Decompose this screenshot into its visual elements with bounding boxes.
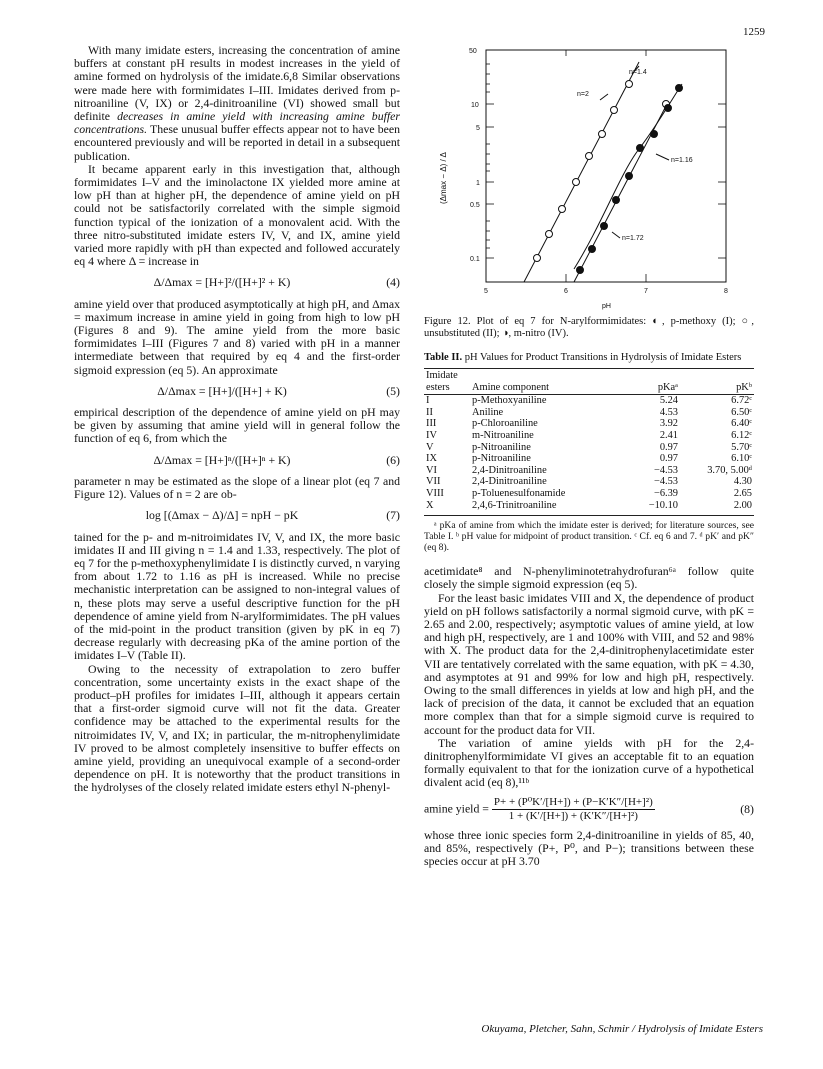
- table-cell: −6.39: [653, 487, 678, 499]
- table-header-row: [424, 369, 754, 395]
- equation-4: Δ/Δmax = [H+]²/([H+]² + K) (4): [153, 275, 400, 290]
- paragraph: The variation of amine yields with pH for the 2,4-dinitrophenylformimidate VI gives an acceptable fit to an equation formally equivalent to that for the ionization curve of a hypothetical divalent acid (eq 8),¹¹ᵇ: [424, 735, 754, 790]
- table-row: [424, 442, 754, 454]
- left-column: [74, 44, 400, 795]
- table-cell: Aniline: [472, 406, 504, 418]
- paragraph: For the least basic imidates VIII and X, the dependence of product yield on pH follows satisfactorily a normal sigmoid curve, with pK = 2.65 and 2.00, respectively; asymptotic values of amine yield, at low and high pH, respectively, are 1 and 100% with VIII, and 52 and 98% with X. The product data for the 2,4-dinitrophenylacetimidate ester VII are tentatively correlated with the same equation, with pK = 4.30, and asymptotes at 91 and 99% for low and high pH, respectively. Owing to the small differences in yields at low and high pH, and the lack of precision of the data, it cannot be excluded that an equation more complex than that for a simple sigmoid curve is required to account for the product data for VII.: [424, 590, 754, 737]
- data-point-open: [546, 231, 553, 238]
- x-tick-label: 5: [484, 288, 488, 295]
- paragraph: parameter n may be estimated as the slope of a linear plot (eq 7 and Figure 12). Values of n = 2 are ob-: [74, 473, 400, 502]
- data-point-open: [559, 206, 566, 213]
- data-point-filled: [577, 267, 584, 274]
- table-row: [424, 453, 754, 465]
- column-header: pKᵇ: [736, 381, 752, 393]
- page-footer: Okuyama, Pletcher, Sahn, Schmir / Hydrolysis of Imidate Esters: [481, 1023, 763, 1035]
- table-cell: 4.30: [733, 476, 752, 488]
- table-cell: −4.53: [653, 464, 678, 476]
- table-cell: 0.97: [659, 441, 678, 453]
- data-point-open: [586, 153, 593, 160]
- annotation: n=1.16: [671, 157, 693, 164]
- x-tick-label: 7: [644, 288, 648, 295]
- paragraph: empirical description of the dependence of amine yield on pH may be given by assuming that amine yield will in general follow the function of eq 6, from which the: [74, 405, 400, 446]
- y-tick-label: 1: [476, 180, 480, 187]
- table-cell: 2.65: [733, 487, 752, 499]
- table-cell: 6.10ᶜ: [731, 453, 752, 465]
- data-point-filled: [601, 223, 608, 230]
- table-cell: VII: [426, 476, 441, 488]
- x-tick-label: 6: [564, 288, 568, 295]
- table-cell: 2,4,6-Trinitroaniline: [472, 499, 557, 511]
- table-row: [424, 476, 754, 488]
- table-cell: 4.53: [659, 406, 678, 418]
- paragraph: It became apparent early in this investigation that, although formimidates I–V and the iminolactone IX yielded more amine at low pH than at higher pH, the dependence of amine yield on pH could not be satisfactorily correlated with the simple sigmoid function typical of the ionization of a monovalent acid. With the three nitro-substituted imidate esters IV, V, and IX, amine yield varied more rapidly with pH than expected and followed accurately eq 4 where Δ = increase in: [74, 161, 400, 269]
- equation-7: log [(Δmax − Δ)/Δ] = npH − pK (7): [145, 508, 400, 523]
- table-cell: 0.97: [659, 453, 678, 465]
- column-header: Amine component: [472, 381, 550, 393]
- table-cell: m-Nitroaniline: [472, 429, 534, 441]
- paragraph: Owing to the necessity of extrapolation to zero buffer concentration, some uncertainty exists in the exact shape of the product–pH profiles for imidates I–III, although it appears certain that a first-order sigmoid curve will not fit the data. Greater confidence may be attached to the experimental results for the nitroimidates IV, V, and IX; in particular, the m-nitrophenylimidate IV proved to be almost completely insensitive to buffer effects on amine yield, providing an unequivocal example of a second-order dependence on pH. It is noteworthy that the product transitions in the hydrolyses of the closely related imidate esters ethyl N-phenyl-: [74, 661, 400, 795]
- table-cell: 6.72ᶜ: [731, 395, 752, 407]
- table-cell: IX: [426, 453, 437, 465]
- table-cell: 5.70ᶜ: [731, 441, 752, 453]
- table-cell: p-Methoxyaniline: [472, 395, 547, 407]
- data-point-filled: [676, 85, 683, 92]
- paragraph: With many imidate esters, increasing the concentration of amine buffers at constant pH results in modest increases in the yield of amine formed on hydrolysis of the imidate.6,8 Similar observations were made here with formimidates I–III. Imidates derived from p-nitroaniline (V, IX) or 2,4-dinitroaniline (VI) showed small but definite decreases in amine yield with increasing amine buffer concentrations. These unusual buffer effects appear not to have been encountered previously and will be reported in detail in a subsequent publication.: [74, 43, 400, 163]
- table-ii: [424, 368, 754, 516]
- data-point-open: [573, 179, 580, 186]
- table-cell: III: [426, 418, 437, 430]
- paragraph: whose three ionic species form 2,4-dinitroaniline in yields of 85, 40, and 85%, respectively (P+, P⁰, and P−); transitions between these species occur at pH 3.70: [424, 827, 754, 869]
- y-tick-label: 0.5: [470, 202, 480, 209]
- table-cell: p-Toluenesulfonamide: [472, 487, 566, 499]
- annotation: n=2: [577, 91, 589, 98]
- annotation: n=1.4: [629, 69, 647, 76]
- table-cell: II: [426, 406, 433, 418]
- table-row: [424, 430, 754, 442]
- table-row: [424, 500, 754, 516]
- data-point-filled: [626, 173, 633, 180]
- table-cell: p-Nitroaniline: [472, 441, 531, 453]
- table-cell: X: [426, 499, 434, 511]
- annotation-arrow: [612, 232, 620, 238]
- data-point-filled: [589, 246, 596, 253]
- table-cell: −10.10: [648, 499, 678, 511]
- annotation-arrow: [600, 94, 608, 100]
- paragraph: acetimidate⁸ and N-phenyliminotetrahydrofuran⁶ᵃ follow quite closely the simple sigmoid expression (eq 5).: [424, 564, 754, 592]
- table-caption: Table II. pH Values for Product Transitions in Hydrolysis of Imidate Esters: [424, 352, 742, 363]
- table-cell: I: [426, 395, 430, 407]
- table-cell: 2,4-Dinitroaniline: [472, 476, 547, 488]
- y-tick-label: 10: [471, 102, 479, 109]
- data-point-open: [611, 107, 618, 114]
- table-cell: VIII: [426, 487, 444, 499]
- figure-caption: Figure 12. Plot of eq 7 for N-arylformimidates: ◐, p-methoxy (I); ○, unsubstituted (II); ◑, m-nitro (IV).: [424, 316, 754, 339]
- column-header: Imidate esters: [426, 370, 458, 393]
- data-point-filled: [665, 105, 672, 112]
- table-row: [424, 465, 754, 477]
- data-point-open: [626, 81, 633, 88]
- table-cell: V: [426, 441, 434, 453]
- table-cell: 3.70, 5.00ᵈ: [707, 464, 752, 476]
- right-column: [424, 44, 754, 869]
- data-point-filled: [613, 197, 620, 204]
- table-row: [424, 488, 754, 500]
- table-cell: 3.92: [659, 418, 678, 430]
- x-axis-label: pH: [602, 303, 611, 310]
- table-cell: −4.53: [653, 476, 678, 488]
- annotation-arrow: [656, 154, 669, 160]
- table-cell: p-Nitroaniline: [472, 453, 531, 465]
- data-point-open: [599, 131, 606, 138]
- figure-12: [424, 44, 754, 316]
- equation-6: Δ/Δmax = [H+]ⁿ/([H+]ⁿ + K) (6): [153, 452, 400, 467]
- table-cell: 6.12ᶜ: [731, 429, 752, 441]
- data-point-filled: [637, 145, 644, 152]
- column-header: pKaᵃ: [657, 381, 678, 393]
- paragraph: amine yield over that produced asymptotically at high pH, and Δmax = maximum increase in amine yield in going from high to low pH (Figures 8 and 9). The amine yield from the more basic formimidates I–III (Figures 7 and 8) varied with pH in a manner intermediate between that required by eq 4 and the first-order sigmoid expression (eq 5). An approximate: [74, 296, 400, 377]
- equation-5: Δ/Δmax = [H+]/([H+] + K) (5): [157, 383, 400, 398]
- table-cell: p-Chloroaniline: [472, 418, 538, 430]
- table-cell: VI: [426, 464, 437, 476]
- x-tick-label: 8: [724, 288, 728, 295]
- table-row: [424, 418, 754, 430]
- y-tick-label: 5: [476, 125, 480, 132]
- paragraph: tained for the p- and m-nitroimidates IV, V, and IX, the more basic imidates II and III giving n = 1.4 and 1.33, respectively. The plot of eq 7 for the p-methoxyphenylimidate I is distinctly curved, n varying from about 1.72 to 1.16 as pH is increased. While no precise mechanistic interpretation can be assigned to non-integral values of n, these plots may serve a useful descriptive function for the pH dependence of amine yield from N-arylformimidates. The pH values of the mid-point in the product transition (given by pK in eq 7) decrease regularly with decreasing pKa of the amine portion of the imidates I–V (Table II).: [74, 529, 400, 663]
- data-point-filled: [651, 131, 658, 138]
- y-tick-label: 50: [469, 48, 477, 55]
- table-row: [424, 395, 754, 407]
- table-row: [424, 407, 754, 419]
- data-point-open: [534, 255, 541, 262]
- table-cell: 5.24: [659, 395, 678, 407]
- y-tick-label: 0.1: [470, 256, 480, 263]
- y-axis-label: (Δmax − Δ) / Δ: [439, 152, 448, 204]
- annotation: n=1.72: [622, 235, 644, 242]
- table-cell: IV: [426, 429, 437, 441]
- figure-12-plot: [424, 44, 754, 316]
- page-number: 1259: [743, 26, 765, 38]
- table-cell: 2.00: [733, 499, 752, 511]
- table-cell: 2,4-Dinitroaniline: [472, 464, 547, 476]
- table-footnote: ᵃ pKa of amine from which the imidate ester is derived; for literature sources, see Table I. ᵇ pH value for midpoint of product transition. ᶜ Cf. eq 6 and 7. ᵈ pK′ and pK″ (eq 8).: [424, 520, 754, 554]
- equation-8: amine yield = $\frac{\text{P+ + (P⁰K′/[H+]) + (P−K′K″/[H+]²)}}{\text{1 + (K′/[H+]) + (K′K″/[H+]²)}}$ (8): [424, 795, 754, 822]
- table-cell: 6.40ᶜ: [731, 418, 752, 430]
- table-cell: 2.41: [659, 429, 678, 441]
- table-cell: 6.50ᶜ: [731, 406, 752, 418]
